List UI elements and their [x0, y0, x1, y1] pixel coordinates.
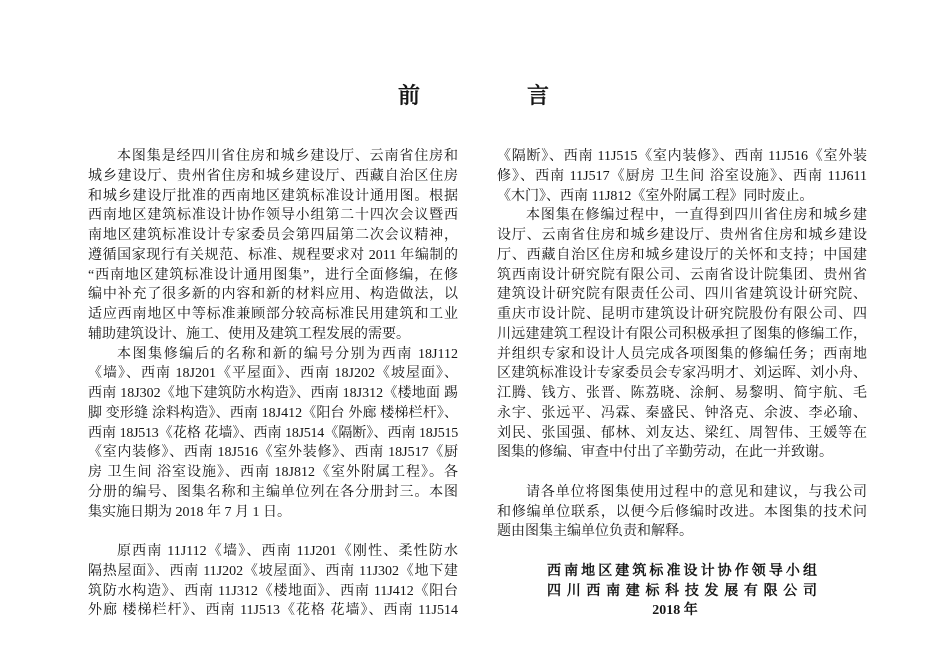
text-line: 和修编单位联系，以便今后修编时改进。本图集的技术问	[497, 504, 867, 520]
signature-org-2: 四川西南建标科技发展有限公司	[547, 583, 817, 599]
text-line: 辅助建筑设计、施工、使用及建筑工程发展的需要。	[88, 326, 410, 342]
text-line: 川远建建筑工程设计有限公司积极承担了图集的修编工作，	[497, 326, 867, 342]
text-line: 建筑设计研究院有限责任公司、四川省建筑设计研究院、	[497, 287, 867, 303]
text-line: 本图集修编后的名称和新的编号分别为西南 18J112	[117, 346, 458, 362]
text-line: 房 卫生间 浴室设施》、西南 18J812《室外附属工程》。各	[88, 465, 458, 480]
text-line: 区建筑标准设计专家委员会专家冯明才、刘运晖、刘小舟、	[497, 366, 867, 382]
paragraph-intro	[88, 147, 458, 345]
text-line: 城乡建设厅、贵州省住房和城乡建设厅、西藏自治区住房	[88, 168, 458, 184]
text-line: 《墙》、西南 18J201《平屋面》、西南 18J202《坡屋面》、	[88, 366, 458, 382]
text-line: 厅、西藏自治区住房和城乡建设厅的关怀和支持；中国建	[497, 247, 867, 263]
text-line: 图集的修编、审查中付出了辛勤劳动，在此一并致谢。	[497, 445, 833, 461]
text-line: 遵循国家现行有关规范、标准、规程要求对 2011 年编制的	[88, 247, 458, 263]
page-title: 前言	[398, 83, 657, 108]
text-line: 编中补充了很多新的内容和新的材料应用、构造做法，以	[88, 287, 458, 303]
signature-year: 2018 年	[652, 603, 698, 619]
paragraph-superseded	[88, 542, 458, 621]
right-column	[497, 147, 867, 621]
text-line: 重庆市设计院、昆明市建筑设计研究院股份有限公司、四	[497, 307, 867, 322]
text-line: 本图集在修编过程中，一直得到四川省住房和城乡建	[526, 208, 867, 224]
text-line: 《隔断》、西南 11J515《室内装修》、西南 11J516《室外装	[497, 149, 867, 164]
text-line: 《室内装修》、西南 18J516《室外装修》、西南 18J517《厨	[88, 445, 458, 461]
text-line: 并组织专家和设计人员完成各项图集的修编任务；西南地	[497, 346, 867, 362]
text-line: 和城乡建设厅批准的西南地区建筑标准设计通用图。根据	[88, 188, 458, 204]
text-line: 脚 变形缝 涂料构造》、西南 18J412《阳台 外廊 楼梯栏杆》、	[88, 405, 458, 421]
text-line: 适应西南地区中等标准兼顾部分较高标准民用建筑和工业	[88, 307, 458, 322]
text-line: 西南 18J302《地下建筑防水构造》、西南 18J312《楼地面 踢	[88, 386, 458, 401]
text-line: 题由图集主编单位负责和解释。	[497, 524, 693, 540]
signature-block	[497, 562, 867, 621]
text-line: 隔热屋面》、西南 11J202《坡屋面》、西南 11J302《地下建	[88, 563, 458, 579]
text-line: 刘民、张国强、郁林、刘友达、梁红、周智伟、王媛等在	[497, 425, 867, 441]
paragraph-acknowledgements	[497, 206, 867, 463]
text-line: 修》、西南 11J517《厨房 卫生间 浴室设施》、西南 11J611	[497, 168, 867, 184]
text-line: 江腾、钱方、张晋、陈荔晓、涂舸、易黎明、简宇航、毛	[497, 386, 867, 401]
text-line: 本图集是经四川省住房和城乡建设厅、云南省住房和	[117, 149, 458, 164]
paragraph-new-numbers	[88, 345, 458, 523]
text-line: 外廊 楼梯栏杆》、西南 11J513《花格 花墙》、西南 11J514	[88, 603, 458, 619]
paragraph-feedback	[497, 483, 867, 542]
left-column	[88, 147, 458, 621]
signature-org-1: 西南地区建筑标准设计协作领导小组	[547, 563, 817, 579]
text-line: 西南 18J513《花格 花墙》、西南 18J514《隔断》、西南 18J515	[88, 425, 458, 441]
text-line: 南地区建筑标准设计专家委员会第四届第二次会议精神，	[88, 228, 458, 243]
text-line: 永宇、张远平、冯霖、秦盛民、钟洛克、余波、李必瑜、	[497, 405, 867, 421]
text-line: 设厅、云南省住房和城乡建设厅、贵州省住房和城乡建设	[497, 228, 867, 243]
text-line: 分册的编号、图集名称和主编单位列在各分册封三。本图	[88, 484, 458, 500]
text-line: 《木门》、西南 11J812《室外附属工程》同时废止。	[497, 188, 814, 204]
text-line: 请各单位将图集使用过程中的意见和建议，与我公司	[526, 484, 867, 500]
paragraph-superseded-continued	[497, 147, 867, 206]
text-line: 西南地区建筑标准设计协作领导小组第二十四次会议暨西	[88, 208, 458, 224]
text-line: 集实施日期为 2018 年 7 月 1 日。	[88, 504, 291, 520]
text-line: 筑西南设计研究院有限公司、云南省设计院集团、贵州省	[497, 267, 867, 283]
text-line: 原西南 11J112《墙》、西南 11J201《刚性、柔性防水	[117, 544, 458, 559]
text-line: “西南地区建筑标准设计通用图集”，进行全面修编，在修	[88, 267, 458, 283]
text-line: 筑防水构造》、西南 11J312《楼地面》、西南 11J412《阳台	[88, 583, 458, 599]
